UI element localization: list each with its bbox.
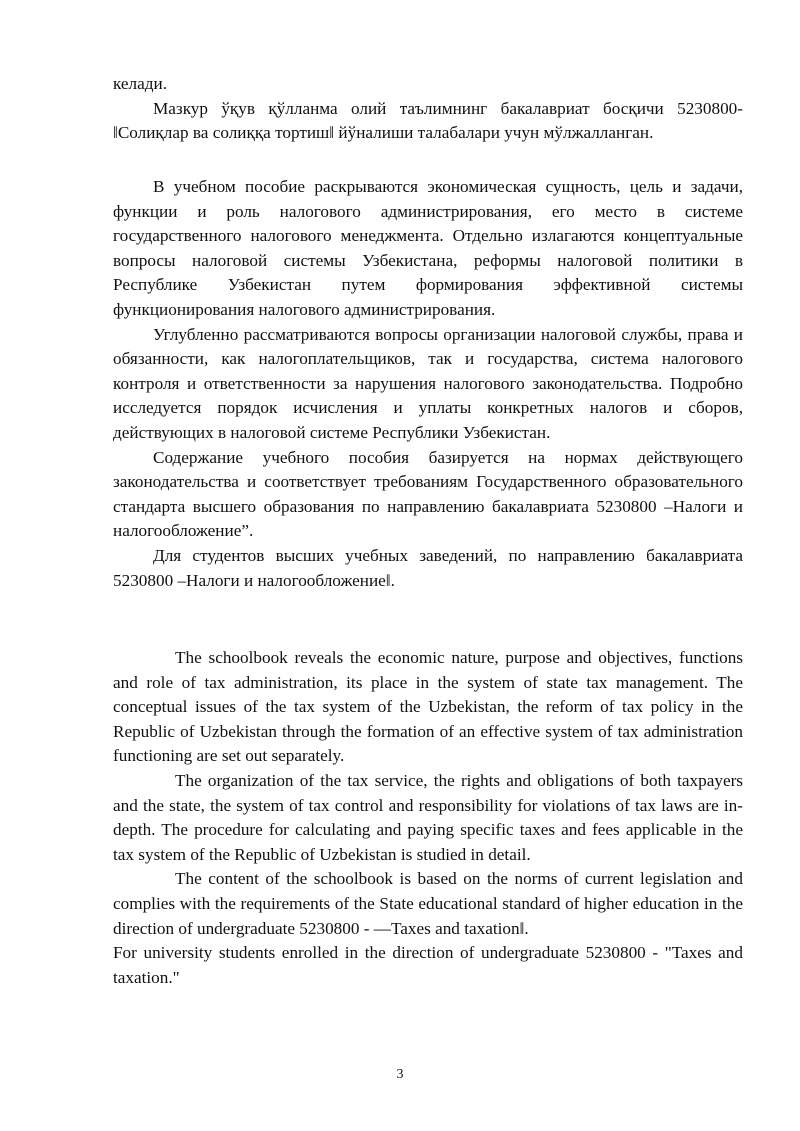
english-paragraph-2: The organization of the tax service, the rights and obligations of both taxpayers and the state, the system of tax control and responsibility for violations of tax laws are in-depth. The procedure for calculating and paying specific taxes and fees applicable in the tax system of the Republic of Uzbekistan is studied in detail. — [113, 770, 743, 864]
uzbek-annotation — [113, 72, 743, 146]
uzbek-continuation-line: келади. — [113, 74, 167, 93]
russian-paragraph-2: Углубленно рассматриваются вопросы организации налоговой службы, права и обязанности, как налогоплательщиков, так и государства, система налогового контроля и ответственности за нарушения налогового законодательства. Подробно исследуется порядок исчисления и уплаты конкретных налогов и сборов, действующих в налоговой системе Республики Узбекистан. — [113, 324, 743, 442]
english-paragraph-3: The content of the schoolbook is based on the norms of current legislation and complies with the requirements of the State educational standard of higher education in the direction of undergraduate 5230800 - ―Taxes and taxation‖. — [113, 869, 743, 938]
page-number: 3 — [396, 1067, 404, 1082]
russian-paragraph-3: Содержание учебного пособия базируется на нормах действующего законодательства и соответствует требованиям Государственного образовательного стандарта высшего образования по направлению бакалавриата 5230800 –Налоги и налогообложение”. — [113, 447, 743, 541]
russian-annotation — [113, 175, 743, 593]
russian-paragraph-4: Для студентов высших учебных заведений, по направлению бакалавриата 5230800 –Налоги и налогообложение‖. — [113, 545, 743, 590]
english-annotation — [113, 646, 743, 990]
russian-paragraph-1: В учебном пособие раскрываются экономическая сущность, цель и задачи, функции и роль налогового администрирования, его место в системе государственного налогового менеджмента. Отдельно излагаются концептуальные вопросы налоговой системы Узбекистана, реформы налоговой политики в Республике Узбекистан путем формирования эффективной системы функционирования налогового администрирования. — [113, 177, 743, 319]
uzbek-paragraph: Мазкур ўқув қўлланма олий таълимнинг бакалавриат босқичи 5230800-‖Солиқлар ва солиққа тортиш‖ йўналиши талабалари учун мўлжалланган. — [113, 98, 743, 143]
english-paragraph-4: For university students enrolled in the direction of undergraduate 5230800 - "Taxes and taxation." — [113, 943, 743, 987]
english-paragraph-1: The schoolbook reveals the economic nature, purpose and objectives, functions and role of tax administration, its place in the system of state tax management. The conceptual issues of the tax system of the Uzbekistan, the reform of tax policy in the Republic of Uzbekistan through the formation of an effective system of tax administration functioning are set out separately. — [113, 648, 743, 766]
